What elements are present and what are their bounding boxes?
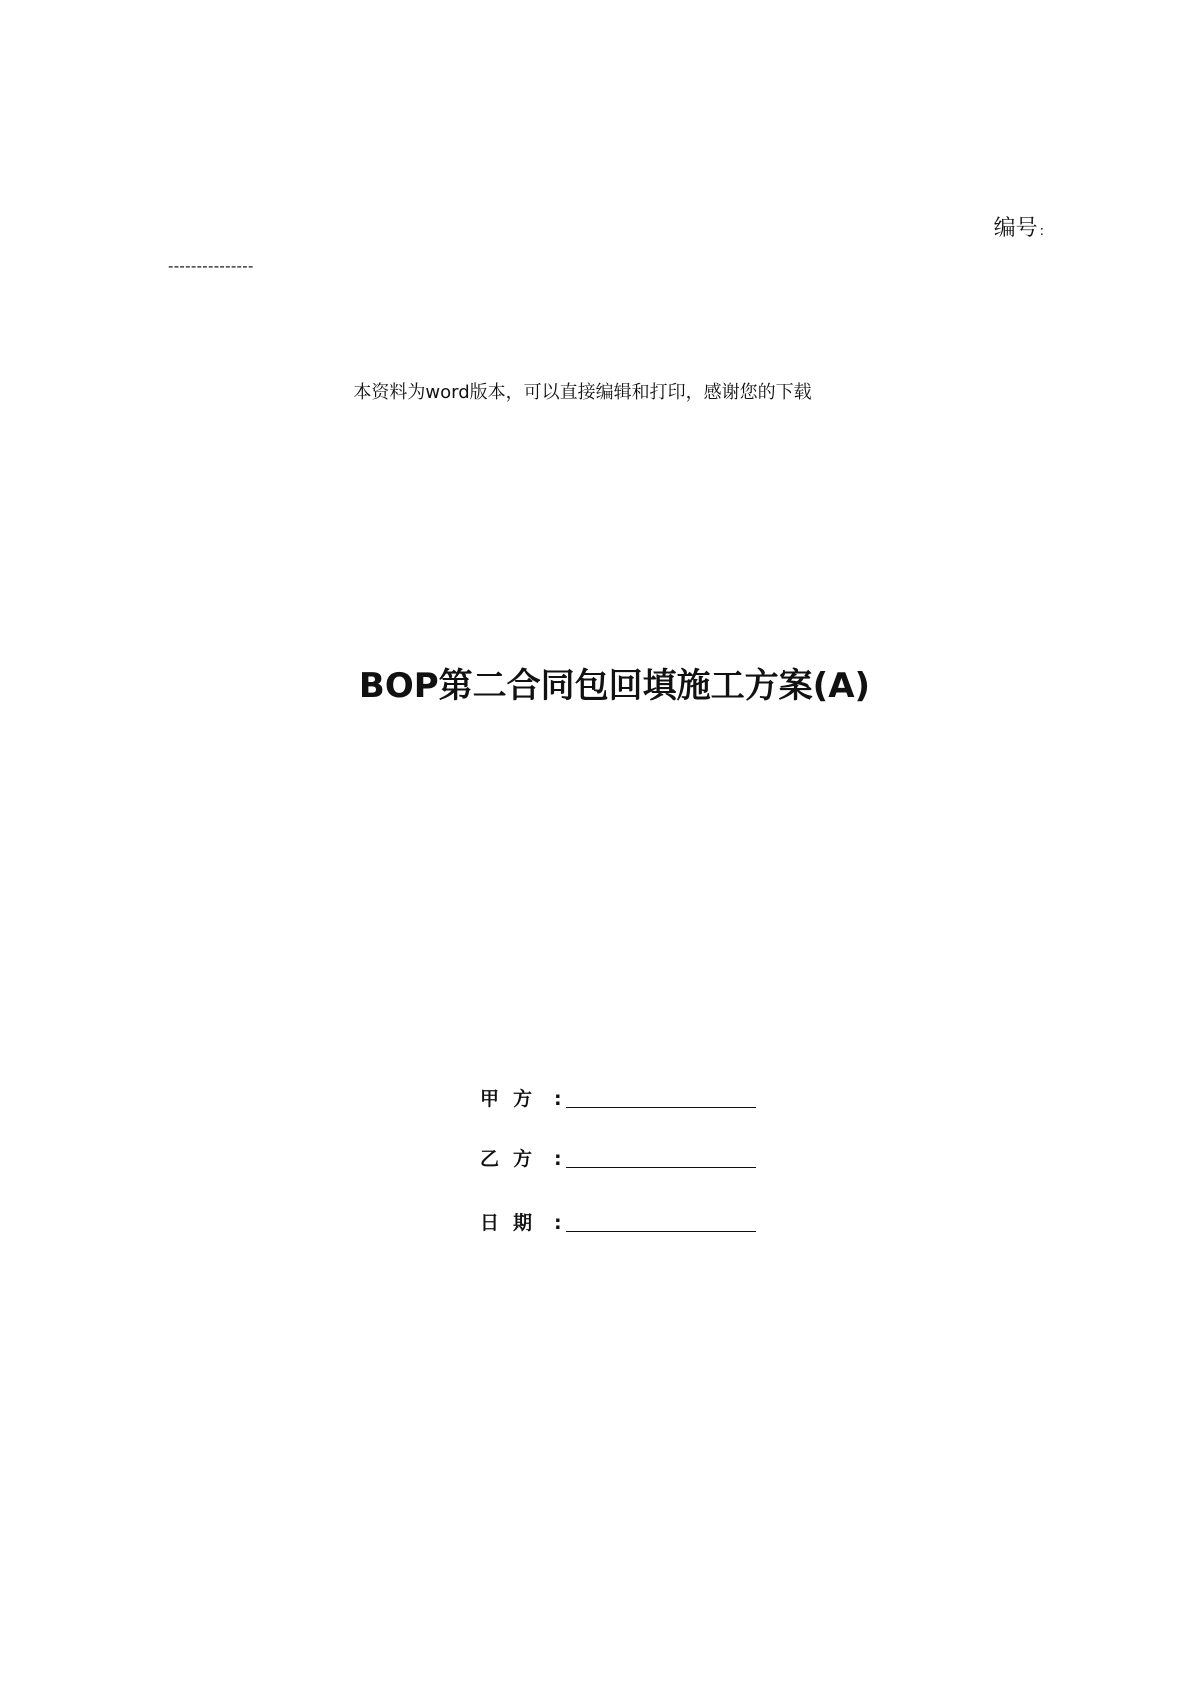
document-number-text: 编号 [993,216,1038,241]
signature-row-date [480,1206,756,1236]
signature-row-party-b [480,1142,756,1172]
signature-row-party-a [480,1082,756,1112]
date-label: 日期 [480,1212,547,1234]
date-blank-line [566,1231,756,1232]
party-b-colon: : [554,1148,562,1170]
document-number-label [994,214,1044,247]
document-title: BOP第二合同包回填施工方案(A) [358,666,871,706]
date-colon: : [554,1212,562,1234]
party-a-label: 甲方 [480,1088,547,1110]
document-number-colon: : [1039,224,1044,239]
document-number-blank: --------------- [168,257,254,275]
party-a-blank-line [566,1107,756,1108]
party-a-colon: : [554,1088,562,1110]
party-b-blank-line [566,1167,756,1168]
party-b-label: 乙方 [480,1148,547,1170]
download-notice: 本资料为word版本，可以直接编辑和打印，感谢您的下载 [353,382,812,403]
